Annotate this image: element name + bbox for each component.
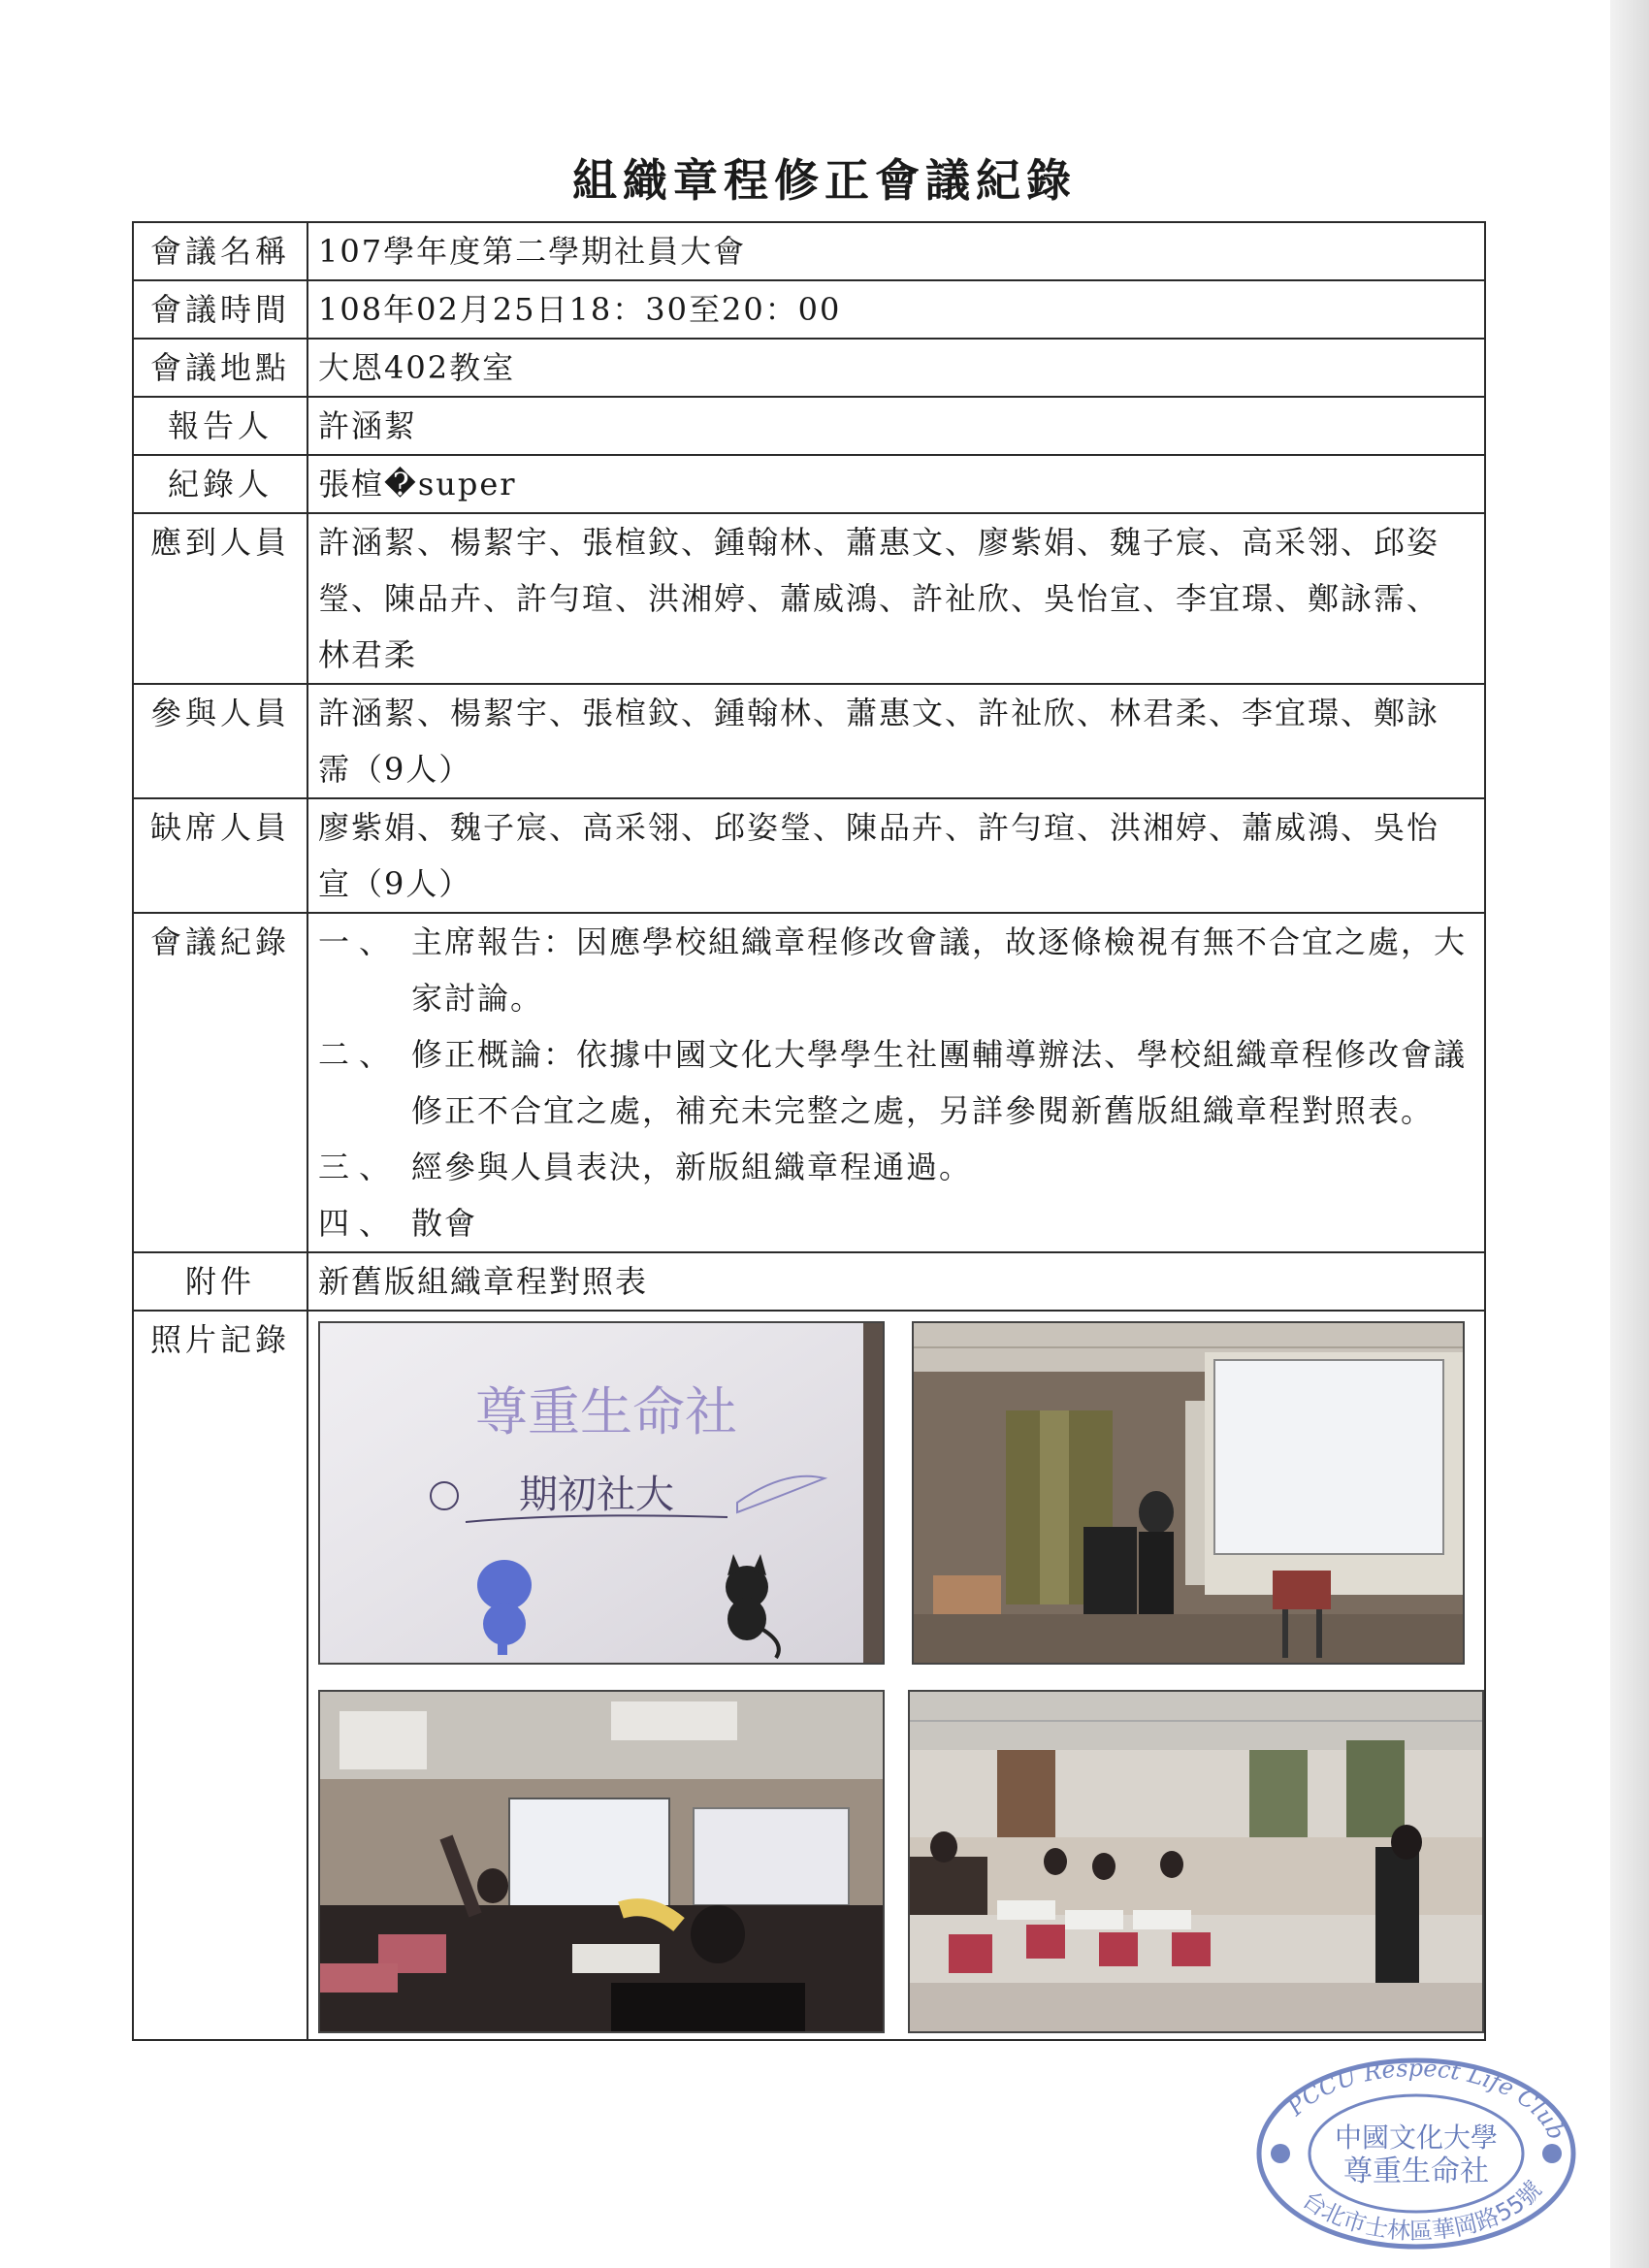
stamp-outer-text: PCCU Respect Life Club: [1281, 2055, 1570, 2144]
label-meeting-time: 會議時間: [133, 280, 307, 339]
minutes-item-number: 四、: [318, 1205, 401, 1242]
minutes-list: [307, 913, 1485, 1252]
row-meeting-time: [133, 280, 1485, 339]
minutes-item-text: 經參與人員表決，新版組織章程通過。: [411, 1149, 973, 1185]
stamp-inner-line1: 中國文化大學: [1334, 2122, 1499, 2154]
minutes-item-text: 修正概論：依據中國文化大學學生社團輔導辦法、學校組織章程修改會議修正不合宜之處，補充未完整之處，另詳參閱新舊版組織章程對照表。: [411, 1036, 1468, 1129]
stamp-address-text: 台北市士林區華岡路55號: [1297, 2175, 1547, 2246]
label-meeting-name: 會議名稱: [133, 222, 307, 280]
minutes-item-number: 一、: [318, 923, 401, 960]
page-title: 組織章程修正會議紀錄: [572, 154, 1077, 207]
club-seal-stamp: [1251, 2055, 1581, 2253]
label-meeting-place: 會議地點: [133, 339, 307, 397]
label-minutes: 會議紀錄: [133, 913, 307, 1252]
row-attendees: [133, 684, 1485, 798]
whiteboard-club-text: 尊重生命社: [475, 1381, 737, 1442]
label-attendees: 參與人員: [133, 684, 307, 798]
row-meeting-name: [133, 222, 1485, 280]
row-expected: [133, 513, 1485, 684]
value-attachment: 新舊版組織章程對照表: [307, 1252, 1485, 1311]
whiteboard-subtitle-text: 期初社大: [519, 1473, 674, 1517]
photo-audience-hands: [318, 1690, 885, 2033]
value-reporter: 許涵絜: [307, 397, 1485, 455]
row-recorder: [133, 455, 1485, 513]
minutes-item: [318, 1139, 1471, 1195]
minutes-item-number: 二、: [318, 1036, 401, 1073]
minutes-item-text: 主席報告：因應學校組織章程修改會議，故逐條檢視有無不合宜之處，大家討論。: [411, 923, 1468, 1017]
photo-grid-cell: [307, 1311, 1485, 2040]
minutes-item: [318, 914, 1471, 1026]
minutes-item-number: 三、: [318, 1149, 401, 1185]
label-attachment: 附件: [133, 1252, 307, 1311]
minutes-item: [318, 1195, 1471, 1251]
value-meeting-name: 107學年度第二學期社員大會: [307, 222, 1485, 280]
meeting-record-table: [132, 221, 1486, 2041]
row-attachment: [133, 1252, 1485, 1311]
value-expected: 許涵絜、楊絜宇、張楦鈫、鍾翰林、蕭惠文、廖紫娟、魏子宸、高采翎、邱姿瑩、陳品卉、許勻瑄、洪湘婷、蕭威鴻、許祉欣、吳怡宣、李宜璟、鄭詠霈、林君柔: [307, 513, 1485, 684]
photo-grid: [308, 1312, 1484, 2039]
photo-whiteboard: [318, 1321, 885, 1665]
stamp-inner-line2: 尊重生命社: [1343, 2155, 1489, 2188]
value-meeting-place: 大恩402教室: [307, 339, 1485, 397]
label-reporter: 報告人: [133, 397, 307, 455]
photo-presentation-screen: [912, 1321, 1465, 1665]
row-absent: [133, 798, 1485, 913]
row-meeting-place: [133, 339, 1485, 397]
value-meeting-time: 108年02月25日18：30至20：00: [307, 280, 1485, 339]
minutes-item-text: 散會: [411, 1205, 478, 1242]
scan-edge: [1610, 0, 1649, 2268]
label-photos: 照片記錄: [133, 1311, 307, 2040]
row-reporter: [133, 397, 1485, 455]
label-recorder: 紀錄人: [133, 455, 307, 513]
row-minutes: [133, 913, 1485, 1252]
minutes-item: [318, 1026, 1471, 1139]
label-expected: 應到人員: [133, 513, 307, 684]
label-absent: 缺席人員: [133, 798, 307, 913]
row-photos: [133, 1311, 1485, 2040]
value-recorder: 張楦�super: [307, 455, 1485, 513]
photo-classroom: [908, 1690, 1484, 2033]
value-absent: 廖紫娟、魏子宸、高采翎、邱姿瑩、陳品卉、許勻瑄、洪湘婷、蕭威鴻、吳怡宣（9人）: [307, 798, 1485, 913]
value-attendees: 許涵絜、楊絜宇、張楦鈫、鍾翰林、蕭惠文、許祉欣、林君柔、李宜璟、鄭詠霈（9人）: [307, 684, 1485, 798]
